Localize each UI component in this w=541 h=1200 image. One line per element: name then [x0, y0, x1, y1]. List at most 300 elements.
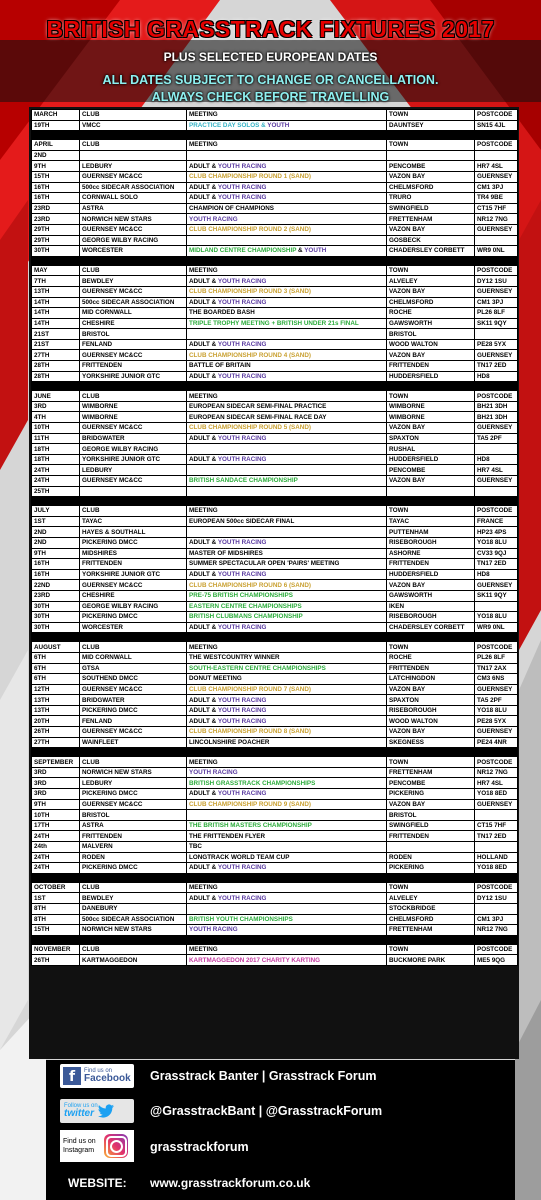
column-header: MEETING	[187, 506, 387, 517]
fixture-meeting	[187, 622, 387, 633]
fixture-postcode: GUERNSEY	[475, 684, 518, 695]
fixture-town: VAZON BAY	[387, 286, 475, 297]
fixture-date: 13TH	[32, 695, 80, 706]
meeting-text-segment: CLUB CHAMPIONSHIP ROUND 8 (SAND)	[189, 728, 311, 736]
fixture-town: GOSBECK	[387, 235, 475, 246]
meeting-text-segment: BRITISH YOUTH CHAMPIONSHIPS	[189, 915, 293, 923]
fixture-meeting	[187, 893, 387, 904]
fixture-meeting	[187, 476, 387, 487]
column-header: MEETING	[187, 265, 387, 276]
facebook-badge-text: Find us on Facebook	[84, 1068, 131, 1084]
meeting-text-segment: THE BRITISH MASTERS CHAMPIONSHIP	[189, 822, 312, 830]
fixture-postcode	[475, 235, 518, 246]
fixture-town: PICKERING	[387, 789, 475, 800]
fixture-date: 7TH	[32, 276, 80, 287]
fixture-club: GTSA	[80, 663, 187, 674]
fixture-town: PICKERING	[387, 863, 475, 874]
fixture-meeting	[187, 433, 387, 444]
fixture-meeting	[187, 601, 387, 612]
fixture-meeting	[187, 789, 387, 800]
fixture-row	[32, 914, 518, 925]
fixture-town: GAWSWORTH	[387, 318, 475, 329]
footer-panel	[46, 1060, 515, 1200]
column-header: CLUB	[80, 506, 187, 517]
fixture-meeting	[187, 182, 387, 193]
fixture-date: 13TH	[32, 286, 80, 297]
fixture-club: MID CORNWALL	[80, 652, 187, 663]
fixture-club: CHESHIRE	[80, 590, 187, 601]
fixture-postcode: SN15 4JL	[475, 120, 518, 131]
fixture-postcode: HD8	[475, 454, 518, 465]
fixture-postcode: HD8	[475, 569, 518, 580]
fixture-town: FRETTENHAM	[387, 767, 475, 778]
fixture-club: BRISTOL	[80, 329, 187, 340]
fixture-date: 30TH	[32, 612, 80, 623]
meeting-text-segment: THE BOARDED BASH	[189, 309, 255, 317]
meeting-text-segment: ADULT &	[189, 894, 218, 902]
column-header: POSTCODE	[475, 265, 518, 276]
meeting-text-segment: TRIPLE TROPHY MEETING + BRITISH UNDER 21s FINAL	[189, 319, 359, 327]
fixture-postcode: HR7 4SL	[475, 465, 518, 476]
fixture-postcode: PE24 4NR	[475, 737, 518, 748]
month-separator	[32, 873, 518, 882]
fixture-club: BEWDLEY	[80, 276, 187, 287]
fixture-date: 23RD	[32, 590, 80, 601]
fixture-meeting	[187, 465, 387, 476]
fixture-date: 13TH	[32, 705, 80, 716]
fixture-postcode: CT15 7HF	[475, 820, 518, 831]
fixture-club: PICKERING DMCC	[80, 863, 187, 874]
fixture-date: 29TH	[32, 224, 80, 235]
fixture-town: DAUNTSEY	[387, 120, 475, 131]
meeting-text-segment: YOUTH RACING	[217, 372, 267, 380]
fixture-club	[80, 486, 187, 497]
fixture-date: 27TH	[32, 737, 80, 748]
fixture-date: 17TH	[32, 820, 80, 831]
month-header-row	[32, 757, 518, 768]
fixture-meeting	[187, 486, 387, 497]
meeting-text-segment: YOUTH	[267, 121, 290, 129]
month-name: AUGUST	[32, 642, 80, 653]
meeting-text-segment: CLUB CHAMPIONSHIP ROUND 6 (SAND)	[189, 581, 311, 589]
fixture-row	[32, 705, 518, 716]
fixture-town: HUDDERSFIELD	[387, 454, 475, 465]
fixture-meeting	[187, 246, 387, 257]
fixture-meeting	[187, 329, 387, 340]
fixture-row	[32, 737, 518, 748]
fixture-postcode	[475, 329, 518, 340]
fixture-row	[32, 863, 518, 874]
fixture-club: YORKSHIRE JUNIOR GTC	[80, 371, 187, 382]
fixture-town: VAZON BAY	[387, 684, 475, 695]
fixture-meeting	[187, 150, 387, 161]
fixture-postcode: SK11 9QY	[475, 318, 518, 329]
fixture-club: 500cc SIDECAR ASSOCIATION	[80, 914, 187, 925]
fixture-town: TAYAC	[387, 516, 475, 527]
fixture-meeting	[187, 903, 387, 914]
fixture-meeting	[187, 727, 387, 738]
meeting-text-segment: MIDLAND CENTRE CHAMPIONSHIP	[189, 247, 297, 255]
fixture-postcode	[475, 842, 518, 853]
fixture-town: HUDDERSFIELD	[387, 371, 475, 382]
fixture-club: MIDSHIRES	[80, 548, 187, 559]
meeting-text-segment: SUMMER SPECTACULAR OPEN 'PAIRS' MEETING	[189, 560, 340, 568]
fixture-meeting	[187, 171, 387, 182]
meeting-text-segment: YOUTH RACING	[217, 277, 267, 285]
meeting-text-segment: YOUTH RACING	[217, 571, 267, 579]
fixture-date: 23RD	[32, 203, 80, 214]
fixture-club: 500cc SIDECAR ASSOCIATION	[80, 297, 187, 308]
fixture-meeting	[187, 799, 387, 810]
fixture-club: NORWICH NEW STARS	[80, 925, 187, 936]
fixture-date: 23RD	[32, 214, 80, 225]
fixture-row	[32, 820, 518, 831]
fixture-meeting	[187, 810, 387, 821]
meeting-text-segment: CHAMPION OF CHAMPIONS	[189, 205, 275, 213]
fixture-club: GUERNSEY MC&CC	[80, 580, 187, 591]
fixture-club: GEORGE WILBY RACING	[80, 444, 187, 455]
fixture-date: 27TH	[32, 350, 80, 361]
fixture-town: VAZON BAY	[387, 580, 475, 591]
fixture-postcode: HOLLAND	[475, 852, 518, 863]
fixture-row	[32, 716, 518, 727]
meeting-text-segment: BRITISH GRASSTRACK CHAMPIONSHIPS	[189, 779, 316, 787]
fixture-meeting	[187, 516, 387, 527]
fixture-row	[32, 486, 518, 497]
facebook-badge[interactable]	[60, 1064, 134, 1088]
fixture-postcode: GUERNSEY	[475, 286, 518, 297]
fixture-row	[32, 548, 518, 559]
fixture-town: FRITTENDEN	[387, 831, 475, 842]
fixture-date: 3RD	[32, 789, 80, 800]
meeting-text-segment: YOUTH	[304, 247, 327, 255]
fixture-town: ROCHE	[387, 652, 475, 663]
fixture-club: GUERNSEY MC&CC	[80, 224, 187, 235]
fixture-postcode: TN17 2ED	[475, 831, 518, 842]
fixture-meeting	[187, 527, 387, 538]
fixture-postcode: NR12 7NG	[475, 214, 518, 225]
fixture-row	[32, 308, 518, 319]
meeting-text-segment: SOUTH-EASTERN CENTRE CHAMPIONSHIPS	[189, 664, 326, 672]
fixture-meeting	[187, 444, 387, 455]
fixture-row	[32, 767, 518, 778]
fixture-club: KARTMAGGEDON	[80, 955, 187, 966]
fixture-town: ROCHE	[387, 308, 475, 319]
fixture-postcode: CM1 3PJ	[475, 182, 518, 193]
fixture-meeting	[187, 767, 387, 778]
fixture-postcode: DY12 1SU	[475, 893, 518, 904]
fixture-postcode: CT15 7HF	[475, 203, 518, 214]
fixture-town: ASHORNE	[387, 548, 475, 559]
fixture-town: GAWSWORTH	[387, 590, 475, 601]
fixture-postcode: CV33 9QJ	[475, 548, 518, 559]
fixture-date: 11TH	[32, 433, 80, 444]
fixture-meeting	[187, 852, 387, 863]
fixture-postcode: WR9 0NL	[475, 246, 518, 257]
meeting-text-segment: ADULT &	[189, 298, 218, 306]
fixture-town: SPAXTON	[387, 433, 475, 444]
fixture-town: CHELMSFORD	[387, 297, 475, 308]
meeting-text-segment: ADULT &	[189, 372, 218, 380]
column-header: CLUB	[80, 391, 187, 402]
month-separator	[32, 382, 518, 391]
fixture-town: HUDDERSFIELD	[387, 569, 475, 580]
fixture-date: 16TH	[32, 559, 80, 570]
fixture-club: LEDBURY	[80, 465, 187, 476]
meeting-text-segment: ADULT &	[189, 696, 218, 704]
fixture-row	[32, 297, 518, 308]
fixture-town: FRETTENHAM	[387, 214, 475, 225]
fixture-row	[32, 350, 518, 361]
fixture-date: 16TH	[32, 193, 80, 204]
fixture-date: 24TH	[32, 831, 80, 842]
fixture-row	[32, 612, 518, 623]
fixture-row	[32, 454, 518, 465]
fixture-row	[32, 684, 518, 695]
fixture-town: ALVELEY	[387, 893, 475, 904]
twitter-badge[interactable]	[60, 1099, 134, 1123]
fixture-meeting	[187, 612, 387, 623]
meeting-text-segment: CLUB CHAMPIONSHIP ROUND 2 (SAND)	[189, 226, 311, 234]
meeting-text-segment: LONGTRACK WORLD TEAM CUP	[189, 853, 290, 861]
fixture-meeting	[187, 161, 387, 172]
fixture-date: 3RD	[32, 401, 80, 412]
fixture-town: FRITTENDEN	[387, 559, 475, 570]
fixture-meeting	[187, 120, 387, 131]
fixture-date: 8TH	[32, 903, 80, 914]
notice-line-1: ALL DATES SUBJECT TO CHANGE OR CANCELLATION.	[102, 73, 439, 87]
fixture-town: RISEBOROUGH	[387, 537, 475, 548]
meeting-text-segment: ADULT &	[189, 162, 218, 170]
fixture-date: 6TH	[32, 674, 80, 685]
meeting-text-segment: THE FRITTENDEN FLYER	[189, 832, 266, 840]
fixture-row	[32, 580, 518, 591]
column-header: CLUB	[80, 882, 187, 893]
instagram-icon	[104, 1134, 128, 1158]
fixture-club: 500cc SIDECAR ASSOCIATION	[80, 182, 187, 193]
fixture-town: CHADERSLEY CORBETT	[387, 622, 475, 633]
fixture-club: FRITTENDEN	[80, 831, 187, 842]
fixture-meeting	[187, 559, 387, 570]
fixture-date: 28TH	[32, 371, 80, 382]
fixture-club: BEWDLEY	[80, 893, 187, 904]
fixture-meeting	[187, 663, 387, 674]
fixture-town: PUTTENHAM	[387, 527, 475, 538]
fixture-postcode: YO18 8LU	[475, 612, 518, 623]
fixture-postcode: YO18 8ED	[475, 863, 518, 874]
fixture-town: FRITTENDEN	[387, 663, 475, 674]
fixture-meeting	[187, 674, 387, 685]
website-url-link[interactable]: www.grasstrackforum.co.uk	[150, 1176, 311, 1190]
fixture-row	[32, 318, 518, 329]
fixture-town: VAZON BAY	[387, 224, 475, 235]
instagram-handle-text: grasstrackforum	[150, 1140, 249, 1154]
fixture-meeting	[187, 955, 387, 966]
meeting-text-segment: ADULT &	[189, 864, 218, 872]
fixture-meeting	[187, 914, 387, 925]
meeting-text-segment: ADULT &	[189, 571, 218, 579]
fixture-row	[32, 444, 518, 455]
fixture-meeting	[187, 548, 387, 559]
meeting-text-segment: KARTMAGGEDON 2017 CHARITY KARTING	[189, 956, 321, 964]
column-header: CLUB	[80, 944, 187, 955]
notice-line-2: ALWAYS CHECK BEFORE TRAVELLING	[151, 90, 390, 104]
fixture-meeting	[187, 318, 387, 329]
fixture-row	[32, 214, 518, 225]
fixture-row	[32, 516, 518, 527]
fixture-club: BRIDGWATER	[80, 695, 187, 706]
fixture-row	[32, 559, 518, 570]
fixture-club: ASTRA	[80, 203, 187, 214]
meeting-text-segment: LINCOLNSHIRE POACHER	[189, 738, 270, 746]
fixture-meeting	[187, 778, 387, 789]
month-name: APRIL	[32, 140, 80, 151]
meeting-text-segment: YOUTH RACING	[217, 624, 267, 632]
fixture-club: GUERNSEY MC&CC	[80, 350, 187, 361]
fixture-date: 24TH	[32, 852, 80, 863]
instagram-badge[interactable]	[60, 1130, 134, 1162]
fixture-meeting	[187, 580, 387, 591]
month-separator	[32, 633, 518, 642]
fixtures-table	[31, 109, 518, 966]
fixture-club: GUERNSEY MC&CC	[80, 684, 187, 695]
column-header: TOWN	[387, 757, 475, 768]
fixture-club: WORCESTER	[80, 622, 187, 633]
fixture-date: 14TH	[32, 297, 80, 308]
column-header: MEETING	[187, 882, 387, 893]
fixture-club: GUERNSEY MC&CC	[80, 476, 187, 487]
fixture-date: 6TH	[32, 652, 80, 663]
fixture-meeting	[187, 214, 387, 225]
fixture-club: GUERNSEY MC&CC	[80, 799, 187, 810]
fixture-club: CHESHIRE	[80, 318, 187, 329]
fixture-club: SOUTHEND DMCC	[80, 674, 187, 685]
fixture-row	[32, 339, 518, 350]
fixture-club: WORCESTER	[80, 246, 187, 257]
fixture-town: PENCOMBE	[387, 161, 475, 172]
meeting-text-segment: ADULT &	[189, 707, 218, 715]
fixture-row	[32, 433, 518, 444]
fixture-meeting	[187, 831, 387, 842]
fixture-row	[32, 193, 518, 204]
column-header: POSTCODE	[475, 944, 518, 955]
fixture-club: GUERNSEY MC&CC	[80, 423, 187, 434]
fixture-town: SKEGNESS	[387, 737, 475, 748]
fixture-date: 1ST	[32, 893, 80, 904]
meeting-text-segment: CLUB CHAMPIONSHIP ROUND 9 (SAND)	[189, 800, 311, 808]
fixture-date: 30TH	[32, 622, 80, 633]
fixture-meeting	[187, 297, 387, 308]
fixture-date: 21ST	[32, 339, 80, 350]
fixture-date: 16TH	[32, 569, 80, 580]
fixture-postcode	[475, 601, 518, 612]
month-header-row	[32, 882, 518, 893]
fixture-town: BRISTOL	[387, 810, 475, 821]
meeting-text-segment: YOUTH RACING	[217, 434, 267, 442]
fixture-club: FENLAND	[80, 339, 187, 350]
month-name: MAY	[32, 265, 80, 276]
fixture-date: 16TH	[32, 182, 80, 193]
meeting-text-segment: YOUTH RACING	[189, 769, 238, 777]
fixture-postcode: TR4 9BE	[475, 193, 518, 204]
fixture-row	[32, 622, 518, 633]
fixture-row	[32, 171, 518, 182]
fixture-row	[32, 799, 518, 810]
fixture-postcode: GUERNSEY	[475, 580, 518, 591]
fixture-row	[32, 476, 518, 487]
fixture-postcode: HP23 4PS	[475, 527, 518, 538]
meeting-text-segment: CLUB CHAMPIONSHIP ROUND 5 (SAND)	[189, 424, 311, 432]
fixture-meeting	[187, 863, 387, 874]
fixture-postcode: TN17 2AX	[475, 663, 518, 674]
fixture-date: 24th	[32, 842, 80, 853]
fixture-row	[32, 120, 518, 131]
month-name: OCTOBER	[32, 882, 80, 893]
fixture-postcode	[475, 444, 518, 455]
fixture-date: 14TH	[32, 308, 80, 319]
fixture-meeting	[187, 820, 387, 831]
fixture-postcode: GUERNSEY	[475, 350, 518, 361]
fixture-meeting	[187, 224, 387, 235]
column-header: CLUB	[80, 757, 187, 768]
instagram-badge-text: Find us on Instagram	[63, 1138, 96, 1154]
fixture-town: RODEN	[387, 852, 475, 863]
fixture-meeting	[187, 235, 387, 246]
fixture-town: TRURO	[387, 193, 475, 204]
fixture-postcode: CM1 3PJ	[475, 914, 518, 925]
fixture-club	[80, 150, 187, 161]
fixture-row	[32, 569, 518, 580]
fixture-date: 25TH	[32, 486, 80, 497]
fixture-date: 2ND	[32, 537, 80, 548]
meeting-text-segment: ADULT &	[189, 183, 218, 191]
page-title: BRITISH GRASSTRACK FIXTURES 2017	[46, 16, 495, 42]
fixture-date: 2ND	[32, 527, 80, 538]
fixture-row	[32, 329, 518, 340]
fixture-row	[32, 412, 518, 423]
meeting-text-segment: YOUTH RACING	[217, 183, 267, 191]
fixture-meeting	[187, 276, 387, 287]
column-header: POSTCODE	[475, 642, 518, 653]
fixture-postcode: PE28 5YX	[475, 339, 518, 350]
fixture-club: FRITTENDEN	[80, 559, 187, 570]
page-subtitle: PLUS SELECTED EUROPEAN DATES	[163, 50, 378, 64]
column-header: TOWN	[387, 265, 475, 276]
fixture-postcode: HR7 4SL	[475, 161, 518, 172]
fixture-club: FENLAND	[80, 716, 187, 727]
month-header-row	[32, 265, 518, 276]
fixture-date: 24TH	[32, 476, 80, 487]
month-separator	[32, 256, 518, 265]
meeting-text-segment: YOUTH RACING	[189, 215, 238, 223]
month-name: JULY	[32, 506, 80, 517]
fixture-meeting	[187, 203, 387, 214]
fixture-town: CHADERSLEY CORBETT	[387, 246, 475, 257]
fixture-date: 3RD	[32, 767, 80, 778]
meeting-text-segment: YOUTH RACING	[217, 341, 267, 349]
column-header: CLUB	[80, 140, 187, 151]
fixture-club: WAINFLEET	[80, 737, 187, 748]
fixture-town	[387, 842, 475, 853]
fixture-club: BRISTOL	[80, 810, 187, 821]
meeting-text-segment: ADULT &	[189, 194, 218, 202]
column-header: TOWN	[387, 140, 475, 151]
fixture-date: 6TH	[32, 663, 80, 674]
fixtures-table-container	[29, 107, 519, 1059]
fixture-meeting	[187, 537, 387, 548]
fixture-meeting	[187, 361, 387, 372]
fixture-row	[32, 903, 518, 914]
